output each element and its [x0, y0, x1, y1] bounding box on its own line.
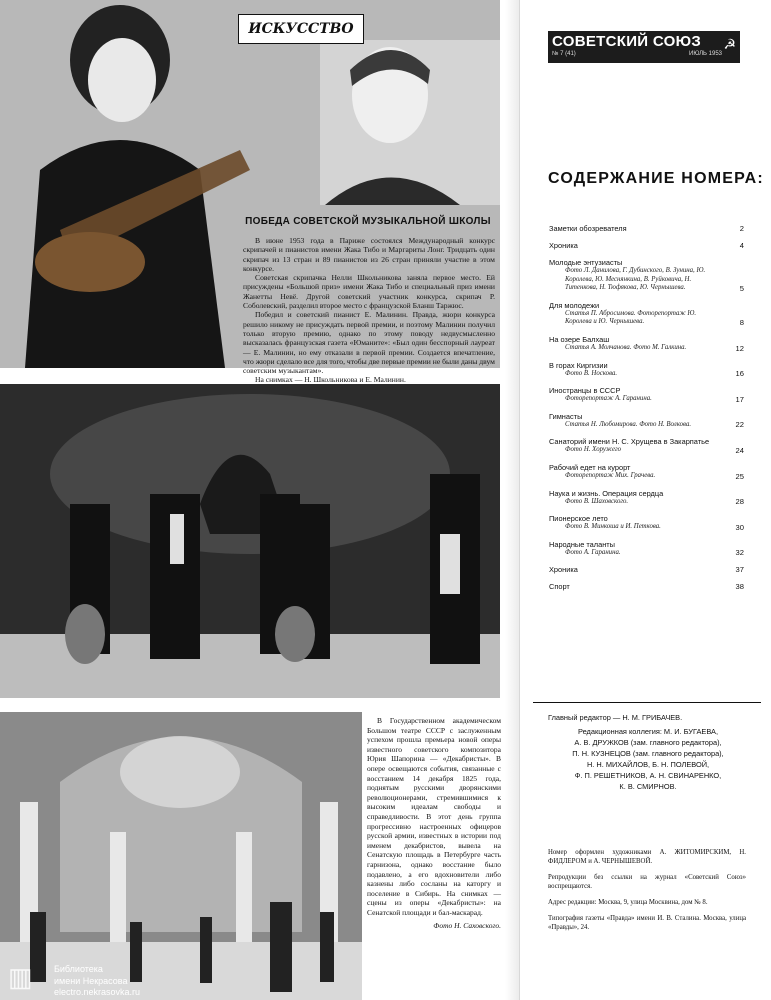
article-paragraph: В июне 1953 года в Париже состоялся Международный конкурс скрипачей и пианистов имени Жака Тибо и Маргариты Лонг. Тридцать один скрипач из 13 стран и 89 пианистов из 26 стран приняли участие в этом конкурсе. — [243, 236, 495, 273]
imprint-line: Типография газеты «Правда» имени И. В. Сталина. Москва, улица «Правды», 24. — [548, 915, 746, 931]
toc-entry-page: 25 — [735, 471, 744, 481]
toc-entry — [549, 335, 744, 353]
opera-senate-square-photo — [0, 384, 500, 698]
article-paragraph: Советская скрипачка Нелли Школьникова заняла первое место. Ей присуждены «Большой приз» имени Жака Тибо и специальный приз имени Жанетты Невё. Другой советский участник конкурса, скрипач Р. Соболевский, разделил второе место с французской Бланш Таржюс. — [243, 273, 495, 311]
toc-entry-credit: Фото Н. Хоружего — [565, 446, 622, 454]
toc-entry-title: Иностранцы в СССР — [549, 386, 621, 396]
toc-entry — [549, 224, 744, 233]
imprint-line: Номер оформлен художниками А. ЖИТОМИРСКИМ, Н. ФИДЛЕРОМ и А. ЧЕРНЫШЕВОЙ. — [548, 849, 746, 865]
magazine-logo — [548, 31, 740, 63]
toc-entry-title: Для молодежи — [549, 300, 600, 310]
toc-entry — [549, 361, 744, 379]
toc-heading: СОДЕРЖАНИЕ НОМЕРА: — [548, 170, 764, 187]
toc-entry-page: 17 — [735, 394, 744, 404]
toc-entry-title: В горах Киргизии — [549, 360, 608, 370]
toc-entry-page: 2 — [739, 224, 744, 233]
toc-entry — [549, 582, 744, 591]
toc-entry-title: Рабочий едет на курорт — [549, 462, 631, 472]
imprint-line: Адрес редакции: Москва, 9, улица Москвина, дом № 8. — [548, 899, 708, 906]
page-fold-shadow — [505, 0, 519, 1000]
toc-entry-title: Народные таланты — [549, 539, 615, 549]
toc-entry-page: 30 — [735, 522, 744, 532]
toc-entry-page: 38 — [735, 582, 744, 592]
toc-entry — [549, 514, 744, 532]
toc-entry-title: Санаторий имени Н. С. Хрущева в Закарпатье — [549, 437, 710, 447]
issue-date: ИЮЛЬ 1953 — [689, 51, 722, 57]
toc-entry-page: 28 — [735, 497, 744, 507]
toc-entry-page: 24 — [735, 445, 744, 455]
toc-entry-page: 8 — [739, 317, 744, 327]
imprint-line: Репродукции без ссылки на журнал «Советский Союз» воспрещаются. — [548, 874, 746, 890]
toc-entry-credit: Фото В. Носкова. — [565, 369, 618, 377]
editorial-board — [548, 712, 748, 792]
toc-entry — [549, 437, 744, 455]
article-paragraph: Победил и советский пианист Е. Малинин. Правда, жюри конкурса решило никому не присуждать первой премии, и поэтому Малинин получил только вторую премию, однако по этому поводу недвусмысленно высказалась французская газета «Юманите»: «Был один бесспорный лауреат — Е. Малинин, но ему отказали в первой премии. Создается впечатление, что жюри сделало все для того, чтобы две первые премии не были даны двум советским музыкантам». — [243, 310, 495, 376]
editorial-divider — [533, 702, 761, 703]
toc-entry — [549, 301, 744, 327]
watermark-line2: имени Некрасова — [54, 976, 128, 986]
logo-title: СОВЕТСКИЙ СОЮЗ — [552, 33, 702, 50]
toc-entry-credit: Фоторепортаж А. Гаранина. — [565, 395, 652, 403]
toc-entry-title: Наука и жизнь. Операция сердца — [549, 488, 664, 498]
toc-entry — [549, 489, 744, 507]
board-line: П. Н. КУЗНЕЦОВ (зам. главного редактора), — [572, 749, 724, 758]
section-tag: ИСКУССТВО — [238, 14, 364, 44]
opera-ballroom-photo — [0, 712, 362, 1000]
library-logo-icon: ▥ — [8, 962, 33, 992]
ballroom-illustration — [0, 712, 362, 1000]
issue-number: № 7 (41) — [552, 51, 576, 57]
toc-entry-page: 4 — [739, 241, 744, 250]
toc-entry-credit: Статья П. Абросимова. Фоторепортаж Ю. Королева и Ю. Чернышева. — [565, 309, 697, 326]
toc-entry-credit: Статья Н. Любомирова. Фото Н. Волкова. — [565, 420, 692, 428]
toc-entry — [549, 258, 744, 293]
toc-entry-title: Гимнасты — [549, 411, 583, 421]
toc-entry-credit: Фото А. Гаранина. — [565, 548, 621, 556]
toc-entry-credit: Фото В. Шаховского. — [565, 497, 629, 505]
toc-entry-credit: Фото В. Минкоша и И. Петкова. — [565, 523, 661, 531]
toc-entry-title: На озере Балхаш — [549, 334, 610, 344]
opera-caption — [367, 716, 501, 931]
opera-stage-illustration — [0, 384, 500, 698]
toc-entry-page: 32 — [735, 548, 744, 558]
watermark-url: electro.nekrasovka.ru — [54, 987, 141, 997]
board-line: К. В. СМИРНОВ. — [619, 782, 677, 791]
toc-entry-title: Хроника — [549, 241, 578, 250]
hammer-sickle-icon: ☭ — [723, 36, 736, 52]
board-line: Ф. П. РЕШЕТНИКОВ, А. Н. СВИНАРЕНКО, — [574, 771, 722, 780]
toc-entry — [549, 412, 744, 430]
toc-entry — [549, 565, 744, 574]
toc-entry-credit: Фото Л. Данилова, Г. Дубинского, В. Зунина, Ю. Королева, Ю. Меснянкина, В. Руйковича, Н. Титенкова, Н. Тюфякова, Ю. Чернышева. — [565, 267, 706, 292]
toc-entry — [549, 241, 744, 250]
board-line: Н. Н. МИХАЙЛОВ, Б. Н. ПОЛЕВОЙ, — [586, 760, 710, 769]
board-line: А. В. ДРУЖКОВ (зам. главного редактора), — [574, 738, 722, 747]
toc-entry-title: Спорт — [549, 582, 570, 592]
toc-entry-title: Молодые энтузиасты — [549, 258, 623, 267]
toc-entry-page: 16 — [735, 369, 744, 379]
opera-caption-text: В Государственном академическом Большом театре СССР с заслуженным успехом прошла премьера новой оперы известного советского композитора Юрия Шапорина — «Декабристы». В опере освещаются события, связанные с восстанием 14 декабря 1825 года, поднятым русскими дворянскими революционерами, стремившимися к высоким идеалам свободы и справедливости. В этот день группа прогрессивно настроенных офицеров русской армии, известных в истории под именем декабристов, вывела на Сенатскую площадь в Петербурге часть гарнизона, однако восстание было подавлено, а его вдохновители либо казнены либо сосланы на каторгу и поселение в Сибирь. На снимках — сцены из оперы «Декабристы»: на Сенатской площади и бал-маскарад. — [367, 716, 501, 917]
toc-entry-title: Хроника — [549, 565, 578, 575]
article-body — [243, 236, 495, 385]
library-watermark — [8, 960, 158, 998]
toc-entry — [549, 386, 744, 404]
table-of-contents — [549, 224, 744, 599]
article-paragraph: На снимках — Н. Школьникова и Е. Малинин. — [255, 375, 406, 385]
toc-entry-page: 12 — [735, 343, 744, 353]
page-divider — [519, 0, 520, 1000]
toc-entry-title: Пионерское лето — [549, 514, 608, 524]
toc-entry-page: 37 — [735, 565, 744, 575]
toc-entry-page: 5 — [739, 283, 744, 293]
toc-entry — [549, 540, 744, 558]
imprint — [548, 848, 746, 939]
article-title: ПОБЕДА СОВЕТСКОЙ МУЗЫКАЛЬНОЙ ШКОЛЫ — [245, 216, 491, 227]
watermark-line1: Библиотека — [54, 964, 103, 974]
toc-entry-title: Заметки обозревателя — [549, 224, 627, 233]
chief-editor: Главный редактор — Н. М. ГРИБАЧЕВ. — [548, 713, 683, 722]
toc-entry-credit: Статья А. Молчанова. Фото М. Галкина. — [565, 343, 687, 351]
toc-entry-page: 22 — [735, 420, 744, 430]
opera-photo-credit: Фото Н. Саховского. — [433, 921, 501, 931]
toc-entry-credit: Фоторепортаж Мих. Грачева. — [565, 471, 656, 479]
toc-entry — [549, 463, 744, 481]
board-line: Редакционная коллегия: М. И. БУГАЕВА, — [577, 727, 719, 736]
